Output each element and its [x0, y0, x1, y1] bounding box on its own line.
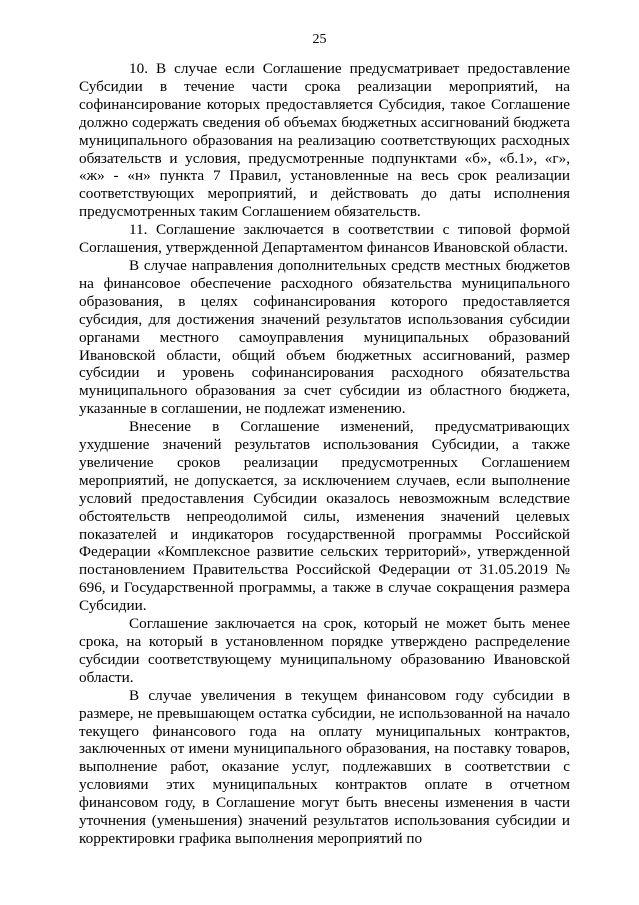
paragraph-additional-funds: В случае направления дополнительных средств местных бюджетов на финансовое обеспечение расходного обязательства муниципального образования, в целях софинансирования которого предоставляется субсидия, для достижения значений результатов использования субсидии органами местного самоуправления муниципальных образований Ивановской области, общий объем бюджетных ассигнований, размер субсидии и уровень софинансирования расходного обязательства муниципального образования за счет субсидии из областного бюджета, указанные в соглашении, не подлежат изменению.	[79, 256, 570, 418]
paragraph-item-10: 10. В случае если Соглашение предусматривает предоставление Субсидии в течение части срока реализации мероприятий, на софинансирование которых предоставляется Субсидия, такое Соглашение должно содержать сведения об объемах бюджетных ассигнований бюджета муниципального образования на реализацию соответствующих расходных обязательств и условия, предусмотренные подпунктами «б», «б.1», «г», «ж» - «н» пункта 7 Правил, установленные на весь срок реализации соответствующих мероприятий, и действовать до даты исполнения предусмотренных таким Соглашением обязательств.	[79, 60, 570, 221]
paragraph-agreement-term: Соглашение заключается на срок, который не может быть менее срока, на который в установленном порядке утверждено распределение субсидии соответствующему муниципальному образованию Ивановской области.	[79, 615, 570, 686]
paragraph-subsidy-increase: В случае увеличения в текущем финансовом году субсидии в размере, не превышающем остатка субсидии, не использованной на начало текущего финансового года на оплату муниципальных контрактов, заключенных от имени муниципального образования, на поставку товаров, выполнение работ, оказание услуг, подлежавших в соответствии с условиями этих муниципальных контрактов оплате в отчетном финансовом году, в Соглашение могут быть внесены изменения в части уточнения (уменьшения) значений результатов использования субсидии и корректировки графика выполнения мероприятий по	[79, 686, 570, 847]
paragraph-amendments: Внесение в Соглашение изменений, предусматривающих ухудшение значений результатов использования Субсидии, а также увеличение сроков реализации предусмотренных Соглашением мероприятий, не допускается, за исключением случаев, если выполнение условий предоставления Субсидии оказалось невозможным вследствие обстоятельств непреодолимой силы, изменения значений целевых показателей и индикаторов государственной программы Российской Федерации «Комплексное развитие сельских территорий», утвержденной постановлением Правительства Российской Федерации от 31.05.2019 № 696, и Государственной программы, а также в случае сокращения размера Субсидии.	[79, 418, 570, 615]
paragraph-item-11: 11. Соглашение заключается в соответствии с типовой формой Соглашения, утвержденной Департаментом финансов Ивановской области.	[79, 221, 570, 257]
page-number: 25	[312, 32, 327, 47]
document-body	[79, 60, 570, 848]
